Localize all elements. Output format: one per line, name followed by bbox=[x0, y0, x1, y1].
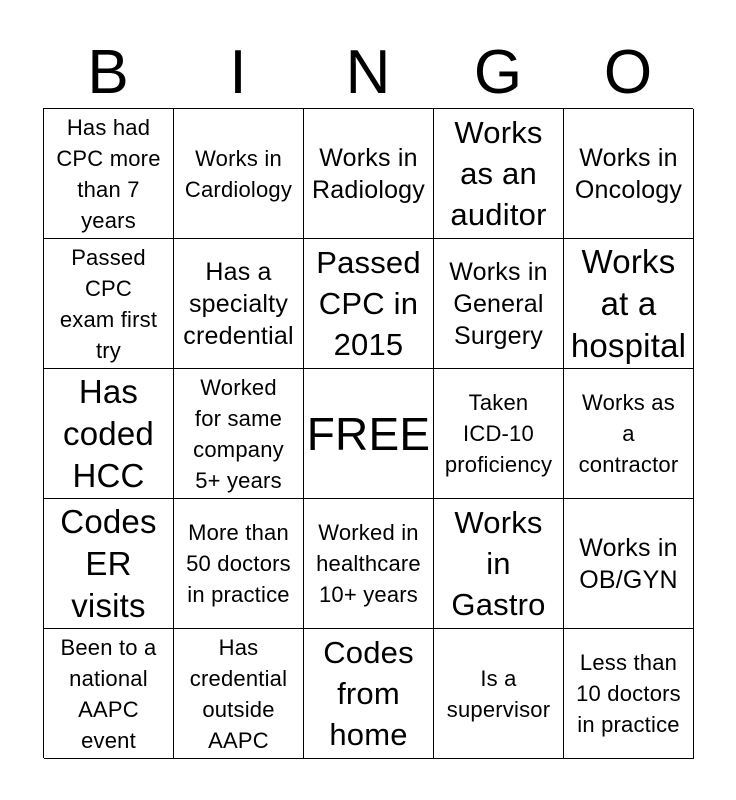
bingo-cell[interactable] bbox=[434, 239, 564, 369]
bingo-cell[interactable] bbox=[434, 629, 564, 759]
bingo-cell[interactable] bbox=[174, 629, 304, 759]
cell-text: Works in OB/GYN bbox=[579, 533, 678, 594]
bingo-cell[interactable] bbox=[44, 239, 174, 369]
bingo-cell[interactable] bbox=[44, 499, 174, 629]
cell-text: Been to a national AAPC event bbox=[60, 634, 157, 753]
cell-text: Codes ER visits bbox=[60, 502, 157, 624]
header-letter-n: N bbox=[345, 38, 391, 107]
bingo-cell[interactable] bbox=[434, 109, 564, 239]
header-letter-b: B bbox=[87, 38, 129, 107]
cell-text: Worked for same company 5+ years bbox=[193, 374, 284, 493]
header-letter-i: I bbox=[229, 38, 247, 107]
cell-text: Works in Gastro bbox=[451, 505, 546, 622]
cell-text: More than 50 doctors in practice bbox=[186, 520, 291, 607]
bingo-cell[interactable] bbox=[174, 499, 304, 629]
bingo-cell[interactable] bbox=[564, 239, 694, 369]
cell-text: Passed CPC in 2015 bbox=[316, 245, 421, 362]
bingo-cell[interactable] bbox=[44, 109, 174, 239]
bingo-cell[interactable] bbox=[564, 109, 694, 239]
cell-text: Works in Cardiology bbox=[184, 145, 293, 202]
bingo-cell[interactable] bbox=[434, 499, 564, 629]
bingo-cell[interactable] bbox=[304, 109, 434, 239]
bingo-cell[interactable] bbox=[304, 629, 434, 759]
bingo-board bbox=[43, 108, 693, 758]
bingo-header bbox=[43, 40, 693, 106]
cell-text: Works at a hospital bbox=[570, 242, 687, 364]
cell-text: Works in Radiology bbox=[312, 143, 425, 204]
header-letter-o: O bbox=[603, 38, 653, 107]
bingo-cell[interactable] bbox=[44, 629, 174, 759]
cell-text: Less than 10 doctors in practice bbox=[576, 650, 681, 737]
cell-text: Works in General Surgery bbox=[449, 257, 548, 350]
cell-text: Codes from home bbox=[323, 635, 414, 752]
bingo-cell[interactable] bbox=[564, 499, 694, 629]
cell-text: Worked in healthcare 10+ years bbox=[316, 520, 421, 607]
bingo-cell[interactable] bbox=[564, 369, 694, 499]
bingo-cell[interactable] bbox=[434, 369, 564, 499]
bingo-cell[interactable] bbox=[304, 499, 434, 629]
header-letter-g: G bbox=[473, 38, 523, 107]
cell-text: Passed CPC exam first try bbox=[59, 244, 158, 363]
cell-text: Has credential outside AAPC bbox=[189, 634, 288, 753]
cell-text: Works as an auditor bbox=[450, 115, 547, 232]
bingo-cell[interactable] bbox=[174, 239, 304, 369]
free-space[interactable] bbox=[304, 369, 434, 499]
bingo-cell[interactable] bbox=[174, 369, 304, 499]
free-space-label: FREE bbox=[306, 407, 431, 460]
cell-text: Is a supervisor bbox=[446, 665, 551, 722]
cell-text: Works as a contractor bbox=[578, 390, 679, 477]
bingo-cell[interactable] bbox=[174, 109, 304, 239]
cell-text: Has coded HCC bbox=[63, 372, 154, 494]
bingo-cell[interactable] bbox=[304, 239, 434, 369]
cell-text: Has had CPC more than 7 years bbox=[56, 114, 161, 233]
bingo-cell[interactable] bbox=[44, 369, 174, 499]
bingo-cell[interactable] bbox=[564, 629, 694, 759]
cell-text: Works in Oncology bbox=[574, 143, 683, 204]
cell-text: Has a specialty credential bbox=[183, 257, 294, 350]
cell-text: Taken ICD-10 proficiency bbox=[444, 390, 553, 477]
